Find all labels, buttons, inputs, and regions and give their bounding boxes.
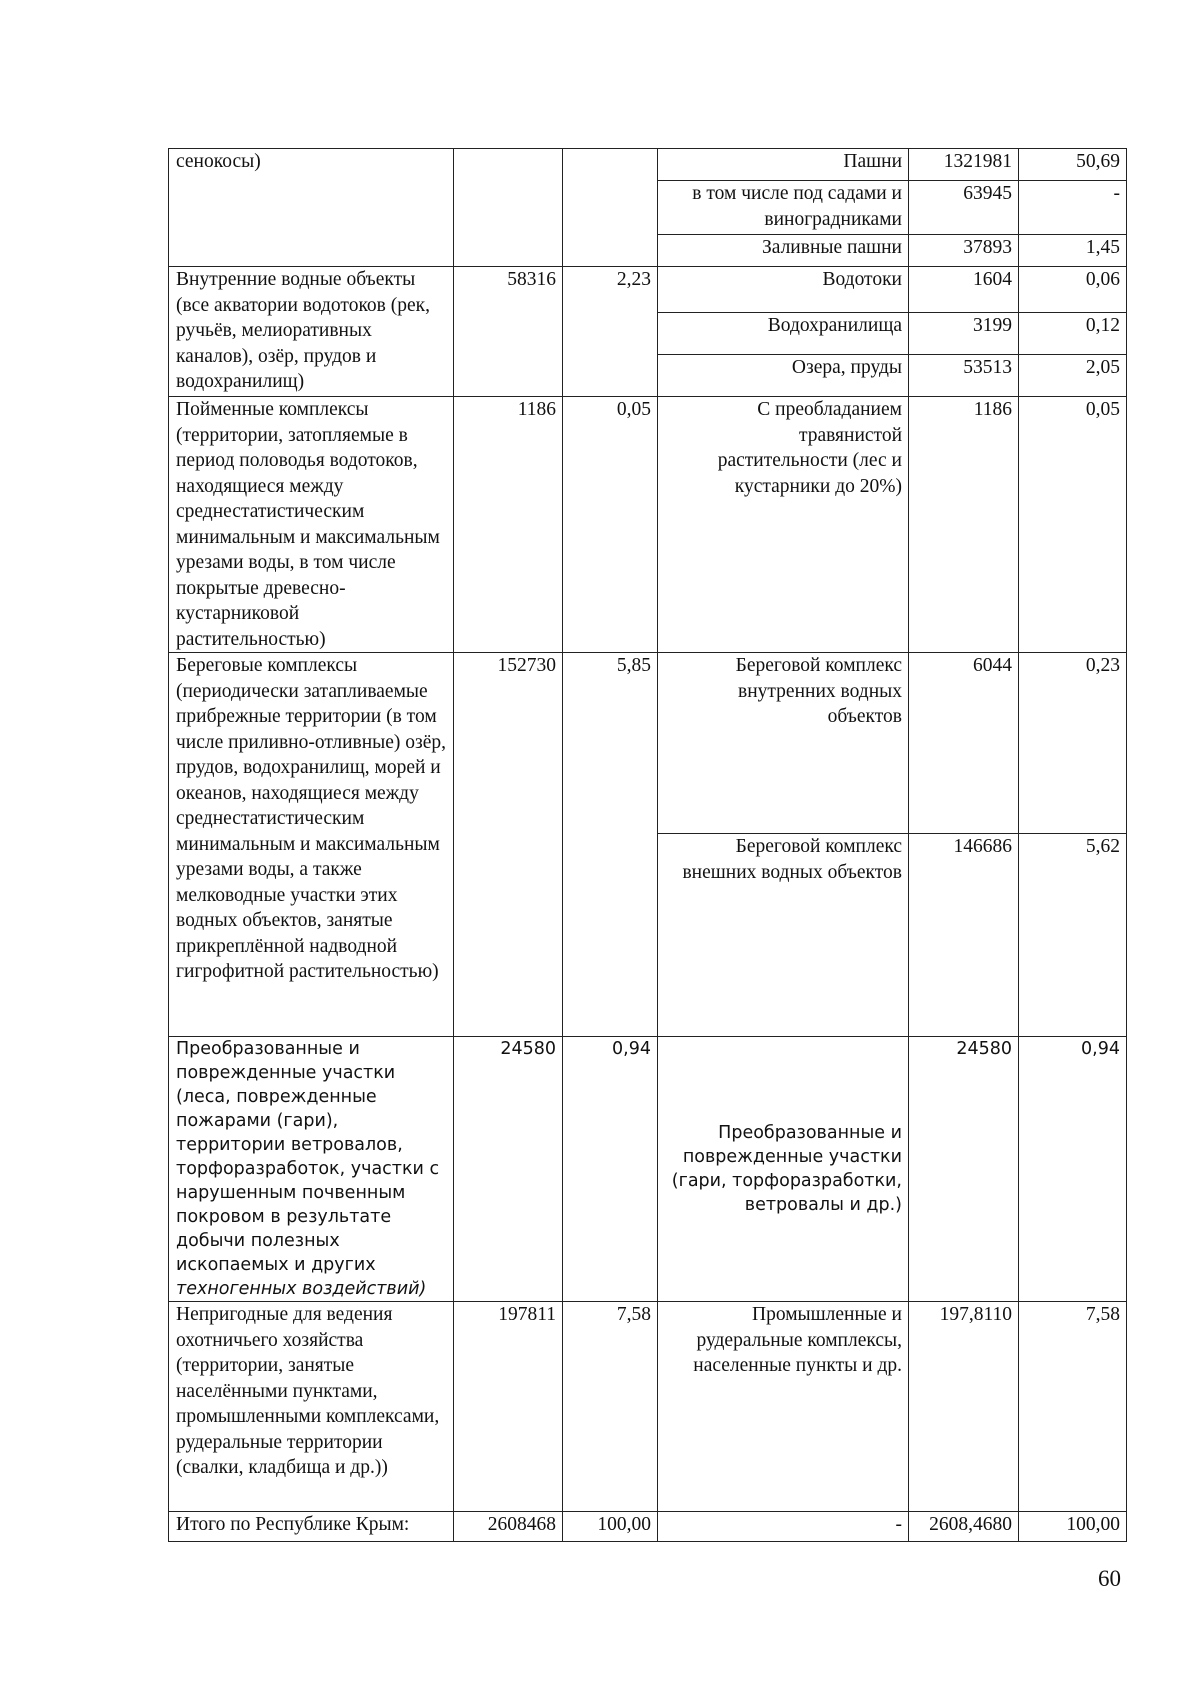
subcategory-cell: Береговой комплекс внешних водных объектов (658, 834, 909, 1037)
total-label: Итого по Республике Крым: (169, 1512, 454, 1542)
subpercent-cell: - (1019, 181, 1127, 235)
area-cell: 24580 (454, 1037, 563, 1302)
subarea-cell: 3199 (909, 313, 1019, 355)
area-cell: 58316 (454, 267, 563, 397)
category-cell (169, 1037, 454, 1302)
total-row (169, 1512, 1127, 1542)
category-text: Преобразованные и поврежденные участки (леса, поврежденные пожарами (гари), территории ветровалов, торфоразработок, участки с нарушенным почвенным покровом в результате добычи полезных ископаемых и других (176, 1039, 440, 1275)
subarea-cell: 197,8110 (909, 1302, 1019, 1512)
category-cell: Береговые комплексы (периодически затапливаемые прибрежные территории (в том числе приливно-отливные) озёр, прудов, водохранилищ, морей и океанов, находящиеся между среднестатистическим минимальным и максимальным урезами воды, а также мелководные участки этих водных объектов, занятые прикреплённой надводной гигрофитной растительностью) (169, 653, 454, 1037)
subarea-cell: 24580 (909, 1037, 1019, 1302)
total-subpercent: 100,00 (1019, 1512, 1127, 1542)
category-cell: Внутренние водные объекты (все акватории водотоков (рек, ручьёв, мелиоративных каналов), озёр, прудов и водохранилищ) (169, 267, 454, 397)
total-subarea: 2608,4680 (909, 1512, 1019, 1542)
area-cell: 197811 (454, 1302, 563, 1512)
subpercent-cell: 7,58 (1019, 1302, 1127, 1512)
area-cell: 152730 (454, 653, 563, 1037)
area-cell: 1186 (454, 397, 563, 653)
subcategory-cell: Озера, пруды (658, 355, 909, 397)
subpercent-cell: 0,06 (1019, 267, 1127, 313)
subcategory-cell: Преобразованные и поврежденные участки (гари, торфоразработки, ветровалы и др.) (658, 1037, 909, 1302)
subarea-cell: 146686 (909, 834, 1019, 1037)
table-row (169, 1037, 1127, 1302)
area-cell (454, 149, 563, 267)
total-percent: 100,00 (563, 1512, 658, 1542)
subcategory-cell: Пашни (658, 149, 909, 181)
subcategory-cell: в том числе под садами и виноградниками (658, 181, 909, 235)
page-number: 60 (1098, 1566, 1121, 1591)
subpercent-cell: 0,23 (1019, 653, 1127, 834)
subarea-cell: 6044 (909, 653, 1019, 834)
table-row (169, 267, 1127, 313)
subcategory-cell: Промышленные и рудеральные комплексы, населенные пункты и др. (658, 1302, 909, 1512)
category-cell: Непригодные для ведения охотничьего хозяйства (территории, занятые населёнными пунктами, промышленными комплексами, рудеральные территории (свалки, кладбища и др.)) (169, 1302, 454, 1512)
subarea-cell: 53513 (909, 355, 1019, 397)
subarea-cell: 1604 (909, 267, 1019, 313)
total-area: 2608468 (454, 1512, 563, 1542)
percent-cell: 2,23 (563, 267, 658, 397)
subpercent-cell: 0,94 (1019, 1037, 1127, 1302)
percent-cell: 0,94 (563, 1037, 658, 1302)
subcategory-cell: Водотоки (658, 267, 909, 313)
subpercent-cell: 5,62 (1019, 834, 1127, 1037)
subcategory-cell: Заливные пашни (658, 235, 909, 267)
subarea-cell: 37893 (909, 235, 1019, 267)
percent-cell (563, 149, 658, 267)
subarea-cell: 1321981 (909, 149, 1019, 181)
subpercent-cell: 50,69 (1019, 149, 1127, 181)
subarea-cell: 63945 (909, 181, 1019, 235)
percent-cell: 5,85 (563, 653, 658, 1037)
total-subcategory: - (658, 1512, 909, 1542)
subarea-cell: 1186 (909, 397, 1019, 653)
land-category-table (168, 148, 1127, 1542)
subpercent-cell: 2,05 (1019, 355, 1127, 397)
subcategory-cell: С преобладанием травянистой растительности (лес и кустарники до 20%) (658, 397, 909, 653)
category-cell: сенокосы) (169, 149, 454, 267)
percent-cell: 0,05 (563, 397, 658, 653)
subpercent-cell: 0,12 (1019, 313, 1127, 355)
table-row (169, 149, 1127, 181)
category-cell: Пойменные комплексы (территории, затопляемые в период половодья водотоков, находящиеся между среднестатистическим минимальным и максимальным урезами воды, в том числе покрытые древесно-кустарниковой растительностью) (169, 397, 454, 653)
table-row (169, 397, 1127, 653)
subpercent-cell: 1,45 (1019, 235, 1127, 267)
table-row (169, 653, 1127, 834)
percent-cell: 7,58 (563, 1302, 658, 1512)
table-row (169, 1302, 1127, 1512)
subpercent-cell: 0,05 (1019, 397, 1127, 653)
subcategory-cell: Береговой комплекс внутренних водных объектов (658, 653, 909, 834)
subcategory-cell: Водохранилища (658, 313, 909, 355)
category-text-italic: техногенных воздействий) (176, 1279, 427, 1299)
